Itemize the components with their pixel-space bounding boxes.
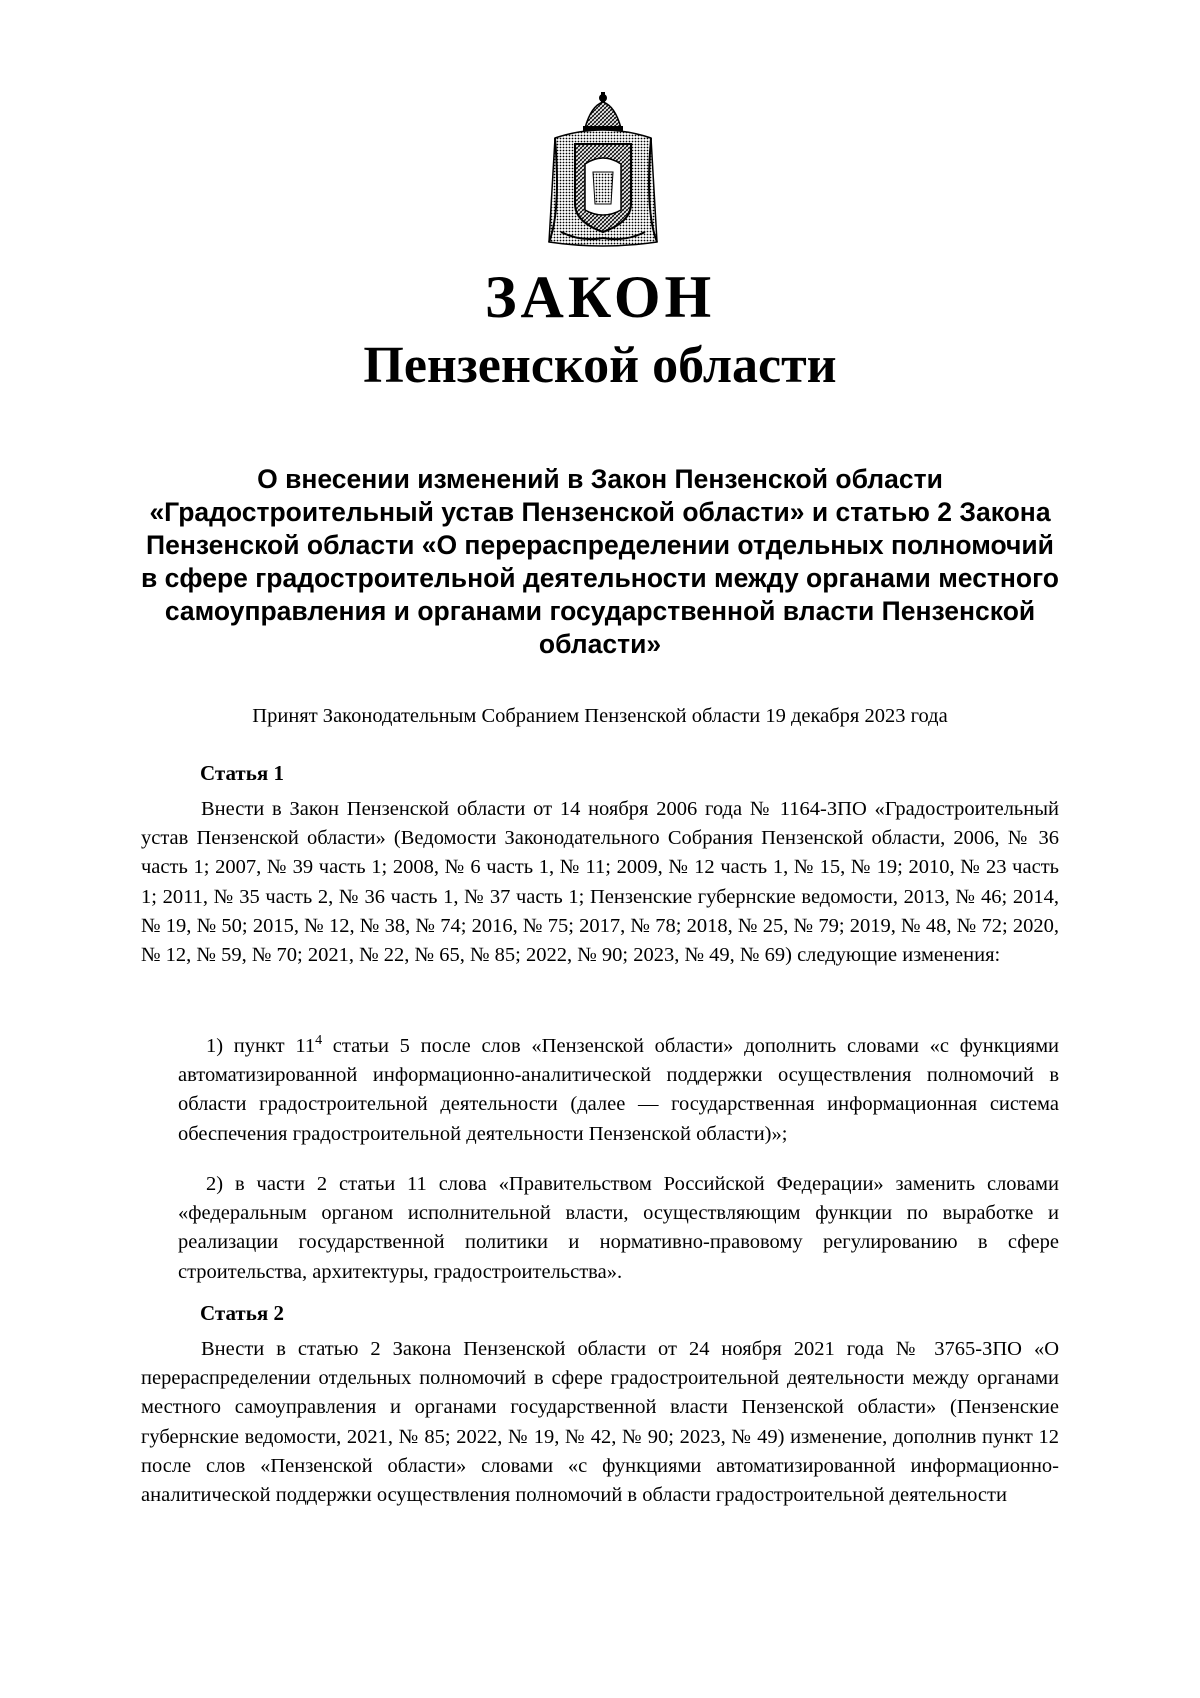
law-title: ЗАКОН [484, 264, 716, 330]
article-2-text: Внести в статью 2 Закона Пензенской области от 24 ноября 2021 года № 3765-ЗПО «О перераспределении отдельных полномочий в сфере градостроительной деятельности между органами местного самоуправления и органами государственной власти Пензенской области» (Пензенские губернские ведомости, 2021, № 85; 2022, № 19, № 42, № 90; 2023, № 49) изменение, дополнив пункт 12 после слов «Пензенской области» словами «с функциями автоматизированной информационно-аналитической поддержки осуществления полномочий в области градостроительной деятельности [141, 1338, 1059, 1507]
article-1-item-1 [178, 1032, 1059, 1149]
item-1-superscript: 4 [315, 1033, 323, 1049]
article-1-heading: Статья 1 [200, 761, 284, 785]
article-1-intro: Внести в Закон Пензенской области от 14 ноября 2006 года № 1164-ЗПО «Градостроительный устав Пензенской области» (Ведомости Законодательного Собрания Пензенской области, 2006, № 36 часть 1; 2007, № 39 часть 1; 2008, № 6 часть 1, № 11; 2009, № 12 часть 1, № 15, № 19; 2010, № 23 часть 1; 2011, № 35 часть 2, № 36 часть 1, № 37 часть 1; Пензенские губернские ведомости, 2013, № 46; 2014, № 19, № 50; 2015, № 12, № 38, № 74; 2016, № 75; 2017, № 78; 2018, № 25, № 79; 2019, № 48, № 72; 2020, № 12, № 59, № 70; 2021, № 22, № 65, № 85; 2022, № 90; 2023, № 49, № 69) следующие изменения: [141, 798, 1059, 967]
item-1-text-rest: статьи 5 после слов «Пензенской области» дополнить словами «с функциями автоматизированной информационно-аналитической поддержки осуществления полномочий в области градостроительной деятельности (далее — государственная информационная система обеспечения градостроительной деятельности Пензенской области)»; [178, 1035, 1060, 1145]
law-subject: О внесении изменений в Закон Пензенской области «Градостроительный устав Пензенской области» и статью 2 Закона Пензенской области «О перераспределении отдельных полномочий в сфере градостроительной деятельности между органами местного самоуправления и органами государственной власти Пензенской области» [141, 464, 1059, 659]
coat-of-arms-icon [541, 92, 665, 250]
article-2-heading: Статья 2 [200, 1301, 284, 1325]
article-1-item-2: 2) в части 2 статьи 11 слова «Правительством Российской Федерации» заменить словами «федеральным органом исполнительной власти, осуществляющим функции по выработке и реализации государственной политики и нормативно-правовому регулированию в сфере строительства, архитектуры, градостроительства». [178, 1173, 1059, 1283]
item-1-text-start: 1) пункт 11 [206, 1035, 316, 1057]
law-region: Пензенской области [363, 337, 837, 394]
adoption-note: Принят Законодательным Собранием Пензенской области 19 декабря 2023 года [252, 705, 948, 727]
